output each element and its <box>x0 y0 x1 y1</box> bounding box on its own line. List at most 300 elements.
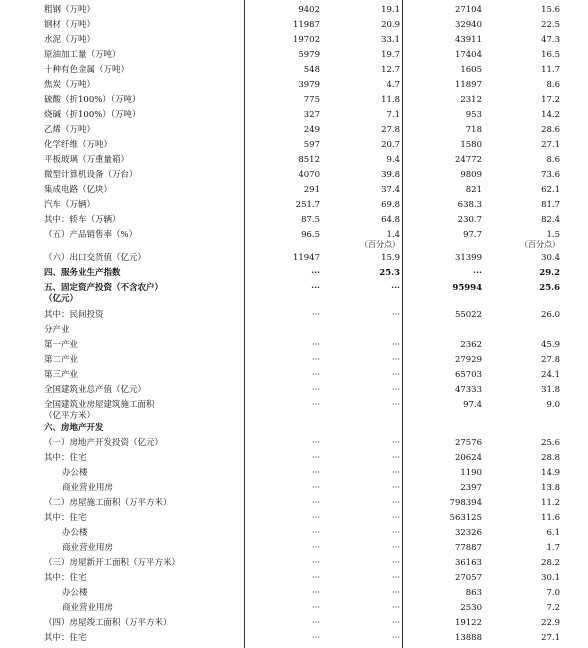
cell-c2 <box>392 633 400 643</box>
cell-c1 <box>312 438 320 448</box>
cell-c3 <box>455 35 482 45</box>
cell-value: ··· <box>391 283 400 293</box>
cell-value: 32940 <box>454 20 482 30</box>
row-label: 水泥（万吨） <box>44 35 96 45</box>
cell-value: 77887 <box>454 543 482 553</box>
cell-c3 <box>466 125 482 135</box>
cell-value: 11.8 <box>381 95 400 105</box>
cell-value: 97.4 <box>463 400 482 410</box>
row-label: 分产业 <box>44 325 70 335</box>
cell-c2 <box>381 215 400 225</box>
cell-value: 45.9 <box>541 340 560 350</box>
cell-c3 <box>455 20 482 30</box>
cell-c2 <box>381 35 400 45</box>
cell-c2 <box>392 558 400 568</box>
cell-value: 65703 <box>454 370 482 380</box>
cell-c2 <box>392 588 400 598</box>
cell-value: 22.5 <box>541 20 560 30</box>
cell-value: 95994 <box>452 283 482 293</box>
cell-value: 12.7 <box>381 65 400 75</box>
cell-value: 2530 <box>460 603 482 613</box>
cell-value: ··· <box>311 370 320 380</box>
cell-c4 <box>546 588 560 598</box>
cell-value: 29.2 <box>539 268 560 278</box>
cell-value: 8.6 <box>546 155 560 165</box>
row-label: 集成电路（亿块） <box>44 185 113 195</box>
cell-value: 7.0 <box>546 588 560 598</box>
row-label: 办公楼 <box>62 588 88 598</box>
cell-c4 <box>541 310 560 320</box>
cell-value: 14.9 <box>541 468 560 478</box>
row-label: 十种有色金属（万吨） <box>44 65 130 75</box>
cell-value: ··· <box>311 268 320 278</box>
cell-value: 4.7 <box>386 80 400 90</box>
cell-value: 81.7 <box>541 200 560 210</box>
cell-c3 <box>455 528 482 538</box>
row-label: 其中：住宅 <box>44 453 87 463</box>
cell-value: ··· <box>391 468 400 478</box>
cell-value: 11.7 <box>541 65 560 75</box>
cell-c1 <box>311 283 320 293</box>
cell-value: 28.6 <box>541 125 560 135</box>
cell-value: ··· <box>473 268 482 278</box>
cell-c3 <box>455 155 482 165</box>
row-label: 商业营业用房 <box>62 483 114 493</box>
cell-value: ··· <box>391 310 400 320</box>
cell-c4 <box>541 110 560 120</box>
row-label: 乙烯（万吨） <box>44 125 96 135</box>
cell-c4 <box>541 95 560 105</box>
cell-value: 15.9 <box>381 253 400 263</box>
cell-c3 <box>455 385 482 395</box>
row-label: 六、房地产开发 <box>44 423 104 433</box>
cell-value: 87.5 <box>301 215 320 225</box>
cell-c1 <box>312 370 320 380</box>
cell-c4 <box>541 35 560 45</box>
cell-value: 37.4 <box>381 185 400 195</box>
row-label: 商业营业用房 <box>62 543 114 553</box>
cell-value: 82.4 <box>541 215 560 225</box>
cell-value: 2312 <box>460 95 482 105</box>
cell-c3 <box>466 588 482 598</box>
cell-value: ··· <box>391 438 400 448</box>
cell-value: ··· <box>391 513 400 523</box>
cell-c4 <box>541 140 560 150</box>
cell-value: 22.9 <box>541 618 560 628</box>
cell-value: 7.1 <box>386 110 400 120</box>
cell-c1 <box>312 513 320 523</box>
cell-c4 <box>541 215 560 225</box>
row-label: 原油加工量（万吨） <box>44 50 121 60</box>
cell-c3 <box>455 80 482 90</box>
cell-value: 24772 <box>454 155 482 165</box>
cell-c1 <box>312 310 320 320</box>
cell-c1 <box>304 110 320 120</box>
cell-value: 43911 <box>454 35 482 45</box>
cell-value: 9809 <box>460 170 482 180</box>
row-label: 第三产业 <box>44 370 79 380</box>
cell-c1 <box>298 170 320 180</box>
cell-c4 <box>541 170 560 180</box>
cell-c3 <box>455 253 482 263</box>
row-label: 其中：民间投资 <box>44 310 104 320</box>
cell-value: 8.6 <box>546 80 560 90</box>
cell-c1 <box>312 483 320 493</box>
cell-c3 <box>458 215 482 225</box>
cell-value: ··· <box>391 453 400 463</box>
row-label-continued: （亿元） <box>44 294 79 304</box>
cell-c3 <box>455 50 482 60</box>
cell-c4 <box>541 498 560 508</box>
cell-value: 31.8 <box>541 385 560 395</box>
row-label: （五）产品销售率（%） <box>44 230 138 240</box>
cell-value: 39.8 <box>381 170 400 180</box>
cell-c3 <box>455 5 482 15</box>
cell-value: ··· <box>391 633 400 643</box>
cell-c4 <box>541 618 560 628</box>
cell-value: 96.5 <box>301 230 320 240</box>
row-label: 其中：住宅 <box>44 573 87 583</box>
cell-value: 1580 <box>460 140 482 150</box>
row-label: （四）房屋竣工面积（万平方米） <box>44 618 172 628</box>
cell-c3 <box>455 438 482 448</box>
cell-value: 17404 <box>454 50 482 60</box>
cell-value: 3979 <box>298 80 320 90</box>
cell-c1 <box>312 543 320 553</box>
cell-value: 19.7 <box>381 50 400 60</box>
cell-value: 11947 <box>292 253 320 263</box>
row-label: 硫酸（折100%）（万吨） <box>44 95 141 105</box>
cell-c1 <box>304 65 320 75</box>
cell-value: 27.1 <box>541 140 560 150</box>
cell-c3 <box>460 65 482 75</box>
column-divider <box>244 0 245 648</box>
cell-value: 28.8 <box>541 453 560 463</box>
cell-c4 <box>541 438 560 448</box>
cell-value: ··· <box>391 573 400 583</box>
cell-value: 47.3 <box>541 35 560 45</box>
cell-value: 1.5 <box>546 230 560 240</box>
row-label: 汽车（万辆） <box>44 200 96 210</box>
cell-value: 1605 <box>460 65 482 75</box>
cell-c2 <box>392 385 400 395</box>
cell-value: 25.3 <box>379 268 400 278</box>
cell-c4 <box>520 230 560 250</box>
cell-value: 24.1 <box>541 370 560 380</box>
cell-value: 27104 <box>454 5 482 15</box>
cell-value: 55022 <box>454 310 482 320</box>
cell-value: ··· <box>311 528 320 538</box>
cell-value: 31399 <box>454 253 482 263</box>
cell-c2 <box>381 170 400 180</box>
cell-c1 <box>298 155 320 165</box>
row-label: 其中：住宅 <box>44 633 87 643</box>
cell-value: 597 <box>303 140 320 150</box>
cell-c2 <box>360 230 400 250</box>
cell-value: 30.1 <box>541 573 560 583</box>
cell-c1 <box>298 5 320 15</box>
cell-value: 30.4 <box>541 253 560 263</box>
cell-value: ··· <box>391 543 400 553</box>
row-label: 商业营业用房 <box>62 603 114 613</box>
cell-c4 <box>541 468 560 478</box>
cell-value: 718 <box>465 125 482 135</box>
cell-c3 <box>460 170 482 180</box>
cell-c1 <box>312 618 320 628</box>
cell-c1 <box>298 80 320 90</box>
cell-value: 5979 <box>298 50 320 60</box>
cell-c4 <box>541 513 560 523</box>
cell-value: ··· <box>311 603 320 613</box>
cell-c2 <box>381 65 400 75</box>
cell-c1 <box>304 185 320 195</box>
cell-c2 <box>391 283 400 293</box>
cell-c4 <box>541 483 560 493</box>
cell-c1 <box>301 215 320 225</box>
cell-value: ··· <box>311 543 320 553</box>
cell-c2 <box>386 155 400 165</box>
cell-c1 <box>312 355 320 365</box>
cell-value: 16.5 <box>541 50 560 60</box>
cell-value: 25.6 <box>541 438 560 448</box>
row-label: 第一产业 <box>44 340 79 350</box>
row-label: 平板玻璃（万重量箱） <box>44 155 130 165</box>
cell-value: ··· <box>311 340 320 350</box>
cell-value: ··· <box>311 385 320 395</box>
cell-c4 <box>541 200 560 210</box>
cell-value: 11987 <box>292 20 320 30</box>
cell-value: 7.2 <box>546 603 560 613</box>
cell-value: ··· <box>311 283 320 293</box>
cell-value: ··· <box>391 400 400 410</box>
cell-value: 230.7 <box>457 215 482 225</box>
cell-c2 <box>381 200 400 210</box>
cell-c2 <box>381 95 400 105</box>
cell-c2 <box>386 110 400 120</box>
cell-value: ··· <box>311 453 320 463</box>
cell-c3 <box>463 400 482 410</box>
cell-c4 <box>541 573 560 583</box>
cell-value: ··· <box>391 528 400 538</box>
cell-value: 69.8 <box>381 200 400 210</box>
cell-unit-note: （百分点） <box>520 240 560 249</box>
cell-c4 <box>541 253 560 263</box>
cell-c1 <box>293 35 320 45</box>
cell-value: ··· <box>311 633 320 643</box>
cell-value: 27057 <box>454 573 482 583</box>
cell-c4 <box>546 80 560 90</box>
cell-c3 <box>460 603 482 613</box>
row-label: （二）房屋施工面积（万平方米） <box>44 498 172 508</box>
cell-c1 <box>312 498 320 508</box>
cell-value: 19122 <box>454 618 482 628</box>
cell-value: 15.6 <box>541 5 560 15</box>
row-label: 烧碱（折100%）（万吨） <box>44 110 141 120</box>
cell-c4 <box>541 370 560 380</box>
cell-c2 <box>392 573 400 583</box>
row-label: 办公楼 <box>62 468 88 478</box>
cell-c1 <box>312 573 320 583</box>
cell-c1 <box>312 453 320 463</box>
cell-c4 <box>541 340 560 350</box>
cell-c2 <box>392 483 400 493</box>
cell-value: 64.8 <box>381 215 400 225</box>
cell-c2 <box>386 80 400 90</box>
cell-value: 638.3 <box>457 200 482 210</box>
cell-c4 <box>546 543 560 553</box>
cell-value: 327 <box>303 110 320 120</box>
cell-c3 <box>460 95 482 105</box>
cell-value: 1.4 <box>386 230 400 240</box>
cell-value: 26.0 <box>541 310 560 320</box>
cell-value: 17.2 <box>541 95 560 105</box>
cell-c2 <box>392 400 400 410</box>
cell-c2 <box>379 268 400 278</box>
cell-c3 <box>455 370 482 380</box>
cell-c1 <box>311 268 320 278</box>
cell-c2 <box>392 468 400 478</box>
cell-c2 <box>381 125 400 135</box>
cell-value: ··· <box>311 618 320 628</box>
cell-c4 <box>541 355 560 365</box>
cell-c1 <box>304 140 320 150</box>
cell-value: ··· <box>311 558 320 568</box>
cell-c4 <box>541 5 560 15</box>
cell-value: ··· <box>391 588 400 598</box>
cell-value: 13888 <box>454 633 482 643</box>
cell-c2 <box>381 140 400 150</box>
cell-c1 <box>293 253 320 263</box>
cell-c3 <box>460 340 482 350</box>
cell-c2 <box>392 543 400 553</box>
cell-value: 9.4 <box>386 155 400 165</box>
cell-c1 <box>312 385 320 395</box>
cell-value: 8512 <box>298 155 320 165</box>
cell-c3 <box>466 110 482 120</box>
cell-c4 <box>541 185 560 195</box>
cell-c2 <box>392 498 400 508</box>
cell-c4 <box>546 155 560 165</box>
cell-c3 <box>455 573 482 583</box>
row-label: 粗钢（万吨） <box>44 5 96 15</box>
cell-value: 27576 <box>454 438 482 448</box>
cell-c3 <box>460 468 482 478</box>
cell-value: 6.1 <box>546 528 560 538</box>
cell-c1 <box>298 50 320 60</box>
cell-c4 <box>546 528 560 538</box>
row-label: 钢材（万吨） <box>44 20 96 30</box>
cell-value: ··· <box>391 603 400 613</box>
cell-value: ··· <box>391 340 400 350</box>
cell-c4 <box>541 385 560 395</box>
cell-value: 251.7 <box>295 200 320 210</box>
cell-c3 <box>466 185 482 195</box>
cell-value: ··· <box>391 618 400 628</box>
row-label: 化学纤维（万吨） <box>44 140 113 150</box>
cell-value: 27.8 <box>381 125 400 135</box>
column-divider <box>402 0 403 648</box>
cell-value: 14.2 <box>541 110 560 120</box>
cell-c2 <box>392 453 400 463</box>
cell-value: ··· <box>311 355 320 365</box>
cell-value: ··· <box>311 588 320 598</box>
cell-c3 <box>455 543 482 553</box>
row-label-continued: （亿平方米） <box>44 411 96 421</box>
cell-c4 <box>541 453 560 463</box>
cell-value: ··· <box>311 400 320 410</box>
cell-c3 <box>473 268 482 278</box>
cell-c3 <box>450 513 482 523</box>
cell-value: 863 <box>465 588 482 598</box>
cell-value: ··· <box>391 385 400 395</box>
cell-value: 9.0 <box>546 400 560 410</box>
cell-c2 <box>392 310 400 320</box>
cell-value: ··· <box>391 498 400 508</box>
cell-value: 4070 <box>298 170 320 180</box>
cell-c2 <box>392 513 400 523</box>
row-label: 五、固定资产投资（不含农户） <box>44 283 164 293</box>
cell-value: 20624 <box>454 453 482 463</box>
row-label: 其中：轿车（万辆） <box>44 215 121 225</box>
cell-value: ··· <box>391 483 400 493</box>
row-label: 其中：住宅 <box>44 513 87 523</box>
cell-c2 <box>381 253 400 263</box>
cell-c4 <box>541 558 560 568</box>
cell-c3 <box>455 558 482 568</box>
cell-value: ··· <box>311 573 320 583</box>
cell-c3 <box>450 498 482 508</box>
cell-value: 798394 <box>449 498 482 508</box>
cell-c3 <box>455 453 482 463</box>
cell-value: 36163 <box>454 558 482 568</box>
cell-c1 <box>312 340 320 350</box>
cell-c3 <box>455 310 482 320</box>
cell-value: 27.1 <box>541 633 560 643</box>
row-label: （一）房地产开发投资（亿元） <box>44 438 164 448</box>
cell-value: 32326 <box>454 528 482 538</box>
cell-c1 <box>301 230 320 240</box>
cell-value: 47333 <box>454 385 482 395</box>
cell-value: 1.7 <box>546 543 560 553</box>
cell-c2 <box>381 5 400 15</box>
cell-value: 25.6 <box>539 283 560 293</box>
cell-c2 <box>392 618 400 628</box>
row-label: 办公楼 <box>62 528 88 538</box>
cell-c2 <box>392 438 400 448</box>
row-label: （三）房屋新开工面积（万平方米） <box>44 558 181 568</box>
cell-c3 <box>460 140 482 150</box>
cell-value: 2397 <box>460 483 482 493</box>
cell-c2 <box>381 50 400 60</box>
row-label: 全国建筑业房屋建筑施工面积 <box>44 400 155 410</box>
cell-c4 <box>541 125 560 135</box>
cell-value: ··· <box>311 513 320 523</box>
cell-value: 563125 <box>449 513 482 523</box>
cell-value: 28.2 <box>541 558 560 568</box>
cell-value: 33.1 <box>381 35 400 45</box>
row-label: 全国建筑业总产值（亿元） <box>44 385 147 395</box>
cell-c3 <box>460 483 482 493</box>
cell-value: 19702 <box>292 35 320 45</box>
cell-value: ··· <box>391 370 400 380</box>
cell-c4 <box>539 283 560 293</box>
cell-c2 <box>392 355 400 365</box>
cell-value: 2362 <box>460 340 482 350</box>
cell-c4 <box>541 65 560 75</box>
cell-value: 11897 <box>454 80 482 90</box>
cell-c1 <box>312 468 320 478</box>
cell-value: 97.7 <box>463 230 482 240</box>
